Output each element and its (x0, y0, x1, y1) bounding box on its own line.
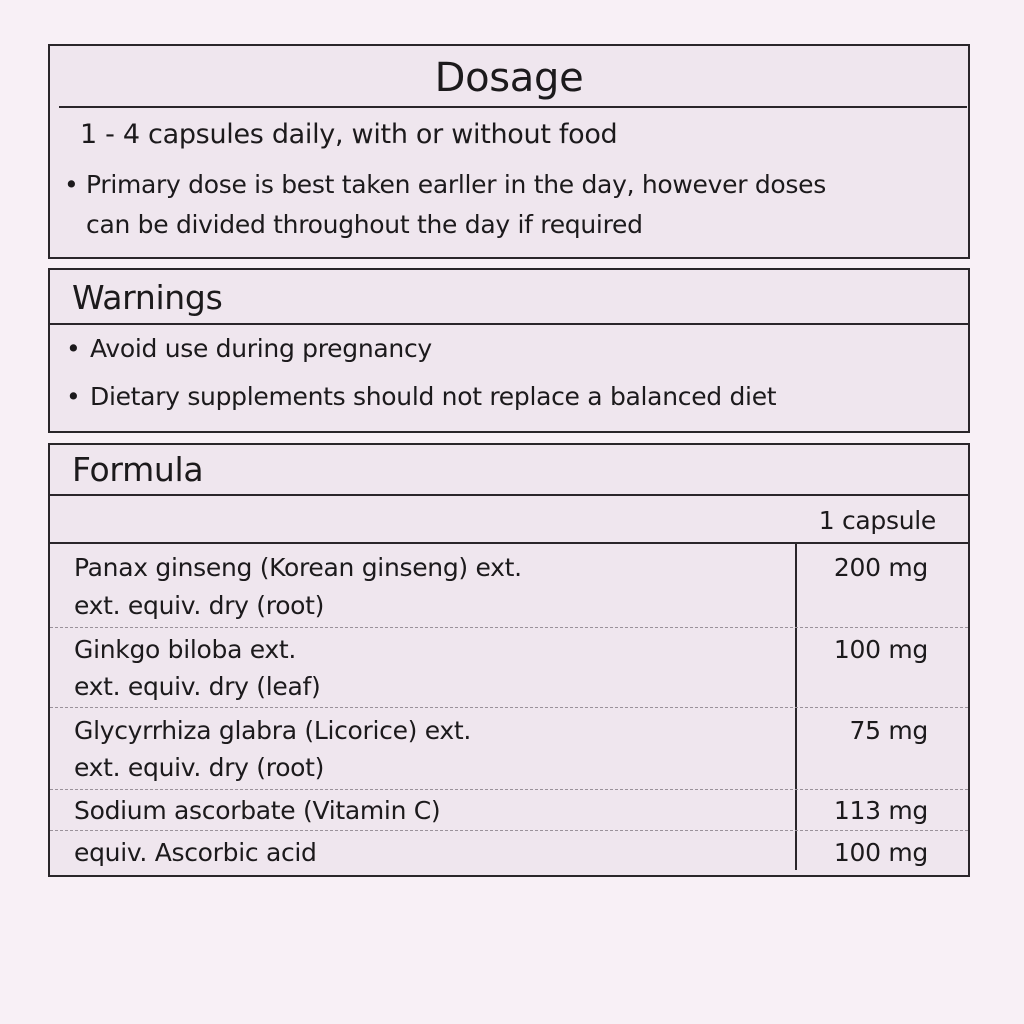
ingredient-sub: ext. equiv. dry (root) (74, 753, 325, 782)
formula-title: Formula (72, 450, 204, 489)
ingredient-name: Glycyrrhiza glabra (Licorice) ext. (74, 716, 472, 745)
divider (50, 494, 968, 496)
formula-section (48, 443, 970, 877)
divider (59, 106, 967, 108)
ingredient-name: equiv. Ascorbic acid (74, 838, 317, 867)
ingredient-amount: 100 mg (833, 635, 928, 664)
row-divider (50, 627, 968, 628)
warning-item: Dietary supplements should not replace a balanced diet (90, 382, 777, 411)
bullet-icon: • (66, 382, 81, 411)
divider (50, 323, 968, 325)
warnings-section (48, 268, 970, 433)
column-header: 1 capsule (818, 506, 936, 535)
ingredient-amount: 113 mg (833, 796, 928, 825)
ingredient-sub: ext. equiv. dry (root) (74, 591, 325, 620)
ingredient-amount: 100 mg (833, 838, 928, 867)
ingredient-amount: 200 mg (833, 553, 928, 582)
bullet-icon: • (66, 334, 81, 363)
row-divider (50, 789, 968, 790)
dosage-note-line2: can be divided throughout the day if required (86, 210, 643, 239)
divider (50, 542, 968, 544)
column-divider (795, 542, 797, 870)
row-divider (50, 707, 968, 708)
warnings-title: Warnings (72, 278, 223, 317)
row-divider (50, 830, 968, 831)
warning-item: Avoid use during pregnancy (90, 334, 432, 363)
dosage-title: Dosage (434, 55, 584, 101)
ingredient-name: Panax ginseng (Korean ginseng) ext. (74, 553, 522, 582)
dosage-note-line1: Primary dose is best taken earller in the day, however doses (86, 170, 826, 199)
ingredient-sub: ext. equiv. dry (leaf) (74, 672, 321, 701)
dosage-section (48, 44, 970, 259)
ingredient-amount: 75 mg (849, 716, 928, 745)
bullet-icon: • (64, 170, 79, 199)
ingredient-name: Ginkgo biloba ext. (74, 635, 297, 664)
dosage-instruction: 1 - 4 capsules daily, with or without food (80, 119, 618, 150)
ingredient-name: Sodium ascorbate (Vitamin C) (74, 796, 441, 825)
